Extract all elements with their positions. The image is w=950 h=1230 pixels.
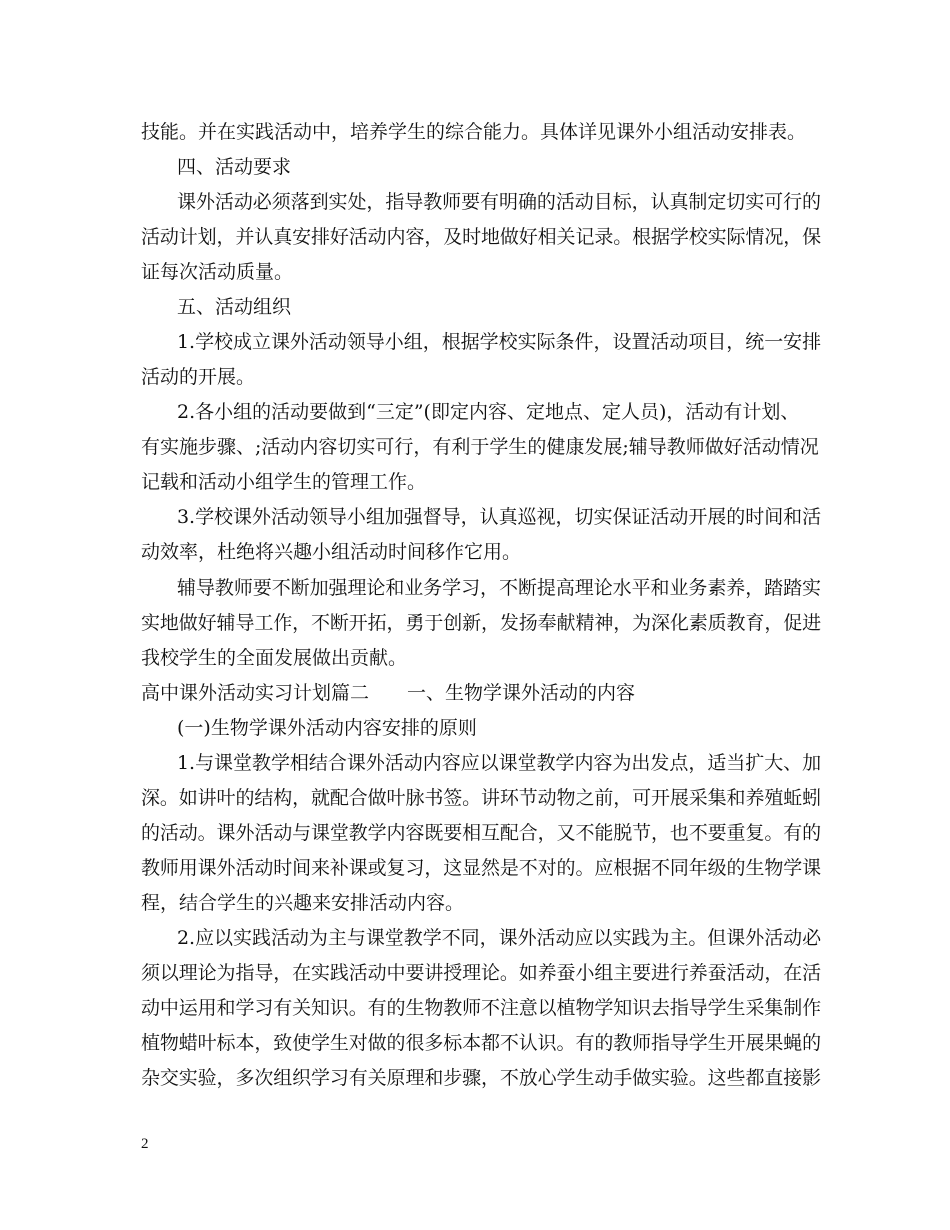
text-line: 教师用课外活动时间来补课或复习，这显然是不对的。应根据不同年级的生物学课: [141, 857, 822, 879]
text-line: 辅导教师要不断加强理论和业务学习，不断提高理论水平和业务素养，踏踏实: [177, 577, 822, 599]
text-line: 深。如讲叶的结构，就配合做叶脉书签。讲环节动物之前，可开展采集和养殖蚯蚓: [141, 787, 822, 809]
text-line: 1.学校成立课外活动领导小组，根据学校实际条件，设置活动项目，统一安排: [177, 331, 822, 353]
subsection-heading: (一)生物学课外活动内容安排的原则: [177, 717, 477, 739]
text-line: 程，结合学生的兴趣来安排活动内容。: [141, 892, 465, 914]
text-line: 动效率，杜绝将兴趣小组活动时间移作它用。: [141, 541, 522, 563]
text-line: 植物蜡叶标本，致使学生对做的很多标本都不认识。有的教师指导学生开展果蝇的: [141, 1032, 822, 1054]
text-line: 杂交实验，多次组织学习有关原理和步骤，不放心学生动手做实验。这些都直接影: [141, 1067, 822, 1089]
text-line: 的活动。课外活动与课堂教学内容既要相互配合，又不能脱节，也不要重复。有的: [141, 822, 822, 844]
section-heading: 五、活动组织: [177, 296, 292, 318]
text-line: 实地做好辅导工作，不断开拓，勇于创新，发扬奉献精神，为深化素质教育，促进: [141, 612, 822, 634]
text-line: 活动的开展。: [141, 366, 256, 388]
text-line: 我校学生的全面发展做出贡献。: [141, 647, 408, 669]
section-heading: 四、活动要求: [177, 156, 292, 178]
text-line: 记载和活动小组学生的管理工作。: [141, 471, 427, 493]
text-line: 技能。并在实践活动中，培养学生的综合能力。具体详见课外小组活动安排表。: [141, 121, 807, 143]
text-line: 证每次活动质量。: [141, 261, 294, 283]
text-line: 2.各小组的活动要做到“三定”(即定内容、定地点、定人员)，活动有计划、: [177, 401, 800, 423]
text-line: 3.学校课外活动领导小组加强督导，认真巡视，切实保证活动开展的时间和活: [177, 506, 822, 528]
text-line: 动中运用和学习有关知识。有的生物教师不注意以植物学知识去指导学生采集制作: [141, 997, 822, 1019]
text-line: 2.应以实践活动为主与课堂教学不同，课外活动应以实践为主。但课外活动必: [177, 927, 822, 949]
text-line: 1.与课堂教学相结合课外活动内容应以课堂教学内容为出发点，适当扩大、加: [177, 752, 822, 774]
text-line: 活动计划，并认真安排好活动内容，及时地做好相关记录。根据学校实际情况，保: [141, 226, 822, 248]
text-line: 课外活动必须落到实处，指导教师要有明确的活动目标，认真制定切实可行的: [177, 191, 822, 213]
text-line: 须以理论为指导，在实践活动中要讲授理论。如养蚕小组主要进行养蚕活动，在活: [141, 962, 822, 984]
page-number: 2: [141, 1136, 149, 1152]
section-heading: 高中课外活动实习计划篇二 一、生物学课外活动的内容: [141, 682, 636, 704]
text-line: 有实施步骤、;活动内容切实可行，有利于学生的健康发展;辅导教师做好活动情况: [141, 436, 819, 458]
